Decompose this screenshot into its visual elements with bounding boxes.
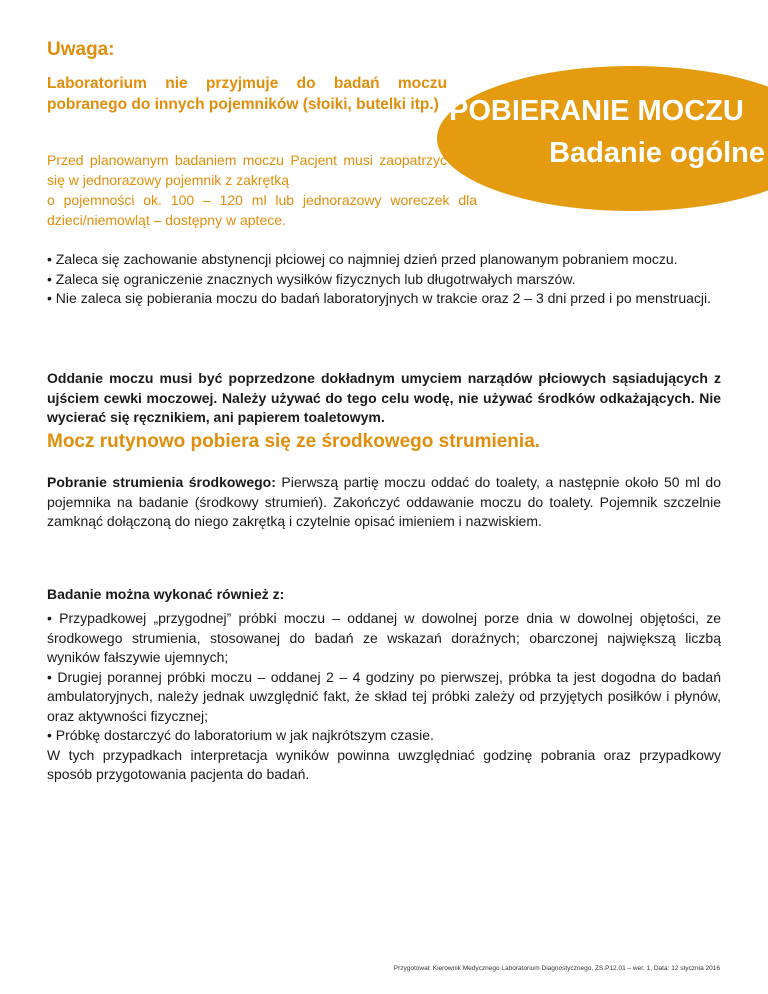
alternative-item: • Przypadkowej „przygodnej” próbki moczu – oddanej w dowolnej porze dnia w dowolnej objętości, ze środkowego strumienia, stosowanej do badań ze wskazań doraźnych; obarczonej największą liczbą wyników fałszywie ujemnych; (47, 610, 721, 665)
midstream-text: Pierwszą partię moczu oddać do toalety, a następnie około 50 ml do pojemnika na badanie (środkowy strumień). Zakończyć oddawanie moczu do toalety. Pojemnik szczelnie zamknąć dołączoną do niego zakrętką i czytelnie opisać imieniem i nazwiskiem. (47, 474, 721, 529)
warning-heading: Uwaga: (47, 39, 115, 60)
alternatives-closing: W tych przypadkach interpretacja wyników powinna uwzględniać godzinę pobrania oraz przypadkowy sposób przygotowania pacjenta do badań. (47, 746, 721, 782)
recommendation-item: • Zaleca się zachowanie abstynencji płciowej co najmniej dzień przed planowanym pobraniem moczu. (47, 251, 678, 267)
hygiene-instructions: Oddanie moczu musi być poprzedzone dokładnym umyciem narządów płciowych sąsiadujących z ujściem cewki moczowej. Należy używać do tego celu wodę, nie używać środków odkażających. Nie wycierać się ręcznikiem, ani papierem toaletowym. (47, 370, 721, 425)
page-subtitle: Badanie ogólne (549, 137, 765, 169)
recommendation-item: • Zaleca się ograniczenie znacznych wysiłków fizycznych lub długotrwałych marszów. (47, 270, 576, 287)
page-title: POBIERANIE MOCZU (449, 95, 744, 127)
midstream-paragraph (47, 473, 721, 532)
section-heading: Mocz rutynowo pobiera się ze środkowego strumienia. (47, 431, 541, 452)
alternative-item: • Próbkę dostarczyć do laboratorium w jak najkrótszym czasie. (47, 727, 434, 743)
warning-container-text (47, 150, 477, 230)
warning-bold-text: Laboratorium nie przyjmuje do badań moczu pobranego do innych pojemników (słoiki, butelki itp.) (47, 75, 447, 113)
warning-text-part1: Przed planowanym badaniem moczu Pacjent musi zaopatrzyć się w jednorazowy pojemnik z zakrętką (47, 152, 447, 188)
alternatives-heading: Badanie można wykonać również z: (47, 586, 285, 602)
warning-text-part2: o pojemności ok. 100 – 120 ml lub jednorazowy woreczek dla dzieci/niemowląt – dostępny w aptece. (47, 192, 477, 228)
alternative-item: • Drugiej porannej próbki moczu – oddanej 2 – 4 godziny po pierwszej, próbka ta jest dogodna do badań ambulatoryjnych, należy jednak uwzględnić fakt, że skład tej próbki zależy od przyjętych posiłków i płynów, oraz aktywności fizycznej; (47, 668, 721, 724)
alternatives-list (47, 609, 721, 785)
midstream-label: Pobranie strumienia środkowego: (47, 474, 276, 490)
recommendation-item: • Nie zaleca się pobierania moczu do badań laboratoryjnych w trakcie oraz 2 – 3 dni przed i po menstruacji. (47, 290, 712, 306)
recommendations-list (47, 250, 721, 309)
footer-note: Przygotował: Kierownik Medycznego Laboratorium Diagnostycznego, ZS.P12.01 – wer. 1, Data: 12 stycznia 2016 (393, 965, 720, 972)
